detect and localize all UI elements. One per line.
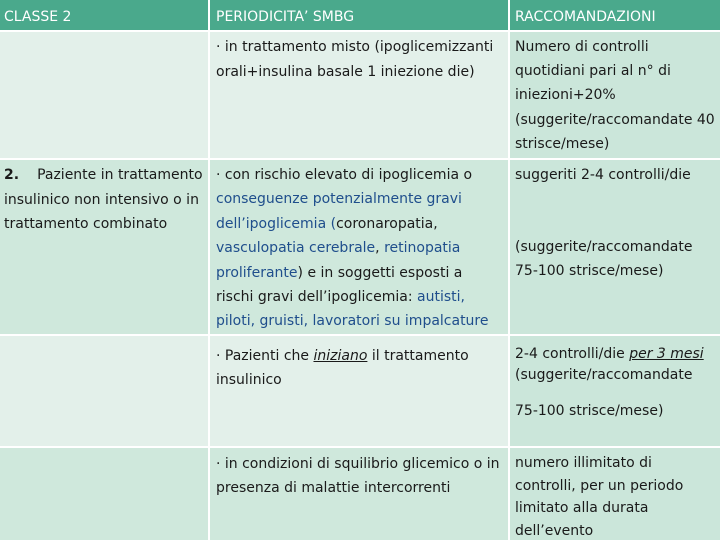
header-col-recommendations: RACCOMANDAZIONI [510,0,720,30]
row1-recommendation: Numero di controlli quotidiani pari al n° di iniezioni+20% (suggerite/raccomandate 40 strisce/mese) [510,32,720,158]
row3-recommendation [510,336,720,446]
header-col-periodicity: PERIODICITA’ SMBG [210,0,508,30]
row1-class-cell [0,32,208,158]
coronaropathy-text: coronaropatia [336,215,434,232]
row2-rec-strips: (suggerite/raccomandate 75-100 strisce/mese) [515,238,693,279]
row2-periodicity [210,160,508,334]
row4-recommendation: numero illimitato di controlli, per un periodo limitato alla durata dell’evento [510,448,720,540]
risk-professions-text: autisti, piloti, gruisti, lavoratori su impalcature [216,289,489,330]
class-number: 2. [4,167,20,183]
start-verb-text: iniziano [313,348,368,364]
row3-rec-strips-a: (suggerite/raccomandate [515,367,693,383]
row3-class-cell [0,336,208,446]
row3-periodicity [210,336,508,446]
insulin-treatment-text: il trattamento insulinico [216,348,469,388]
start-patients-text: · Pazienti che [216,348,310,364]
row4-periodicity: · in condizioni di squilibrio glicemico o in presenza di malattie intercorrenti [210,448,508,540]
consequences-text: conseguenze potenzialmente gravi dell’ipoglicemia ( [216,191,462,232]
retinopathy-text: retinopatia proliferante [216,240,461,281]
row3-rec-strips-b: 75-100 strisce/mese) [515,403,664,419]
comma-1: , [433,215,438,232]
row2-class-cell [0,160,208,334]
cerebral-vasculopathy-text: vasculopatia cerebrale [216,240,376,257]
exposed-subjects-text: ) e in soggetti esposti a rischi gravi dell’ipoglicemia: [216,264,463,306]
row2-recommendation [510,160,720,334]
class-description: Paziente in trattamento insulinico non intensivo o in trattamento combinato [4,167,203,232]
header-col-class: CLASSE 2 [0,0,208,30]
row3-rec-controls: 2-4 controlli/die [515,346,625,362]
risk-line: · con rischio elevato di ipoglicemia o [216,167,473,183]
row2-rec-controls: suggeriti 2-4 controlli/die [515,167,691,183]
row4-class-cell [0,448,208,540]
row3-rec-duration: per 3 mesi [629,346,704,362]
comma-2: , [375,240,380,257]
row1-periodicity: · in trattamento misto (ipoglicemizzanti orali+insulina basale 1 iniezione die) [210,32,508,158]
